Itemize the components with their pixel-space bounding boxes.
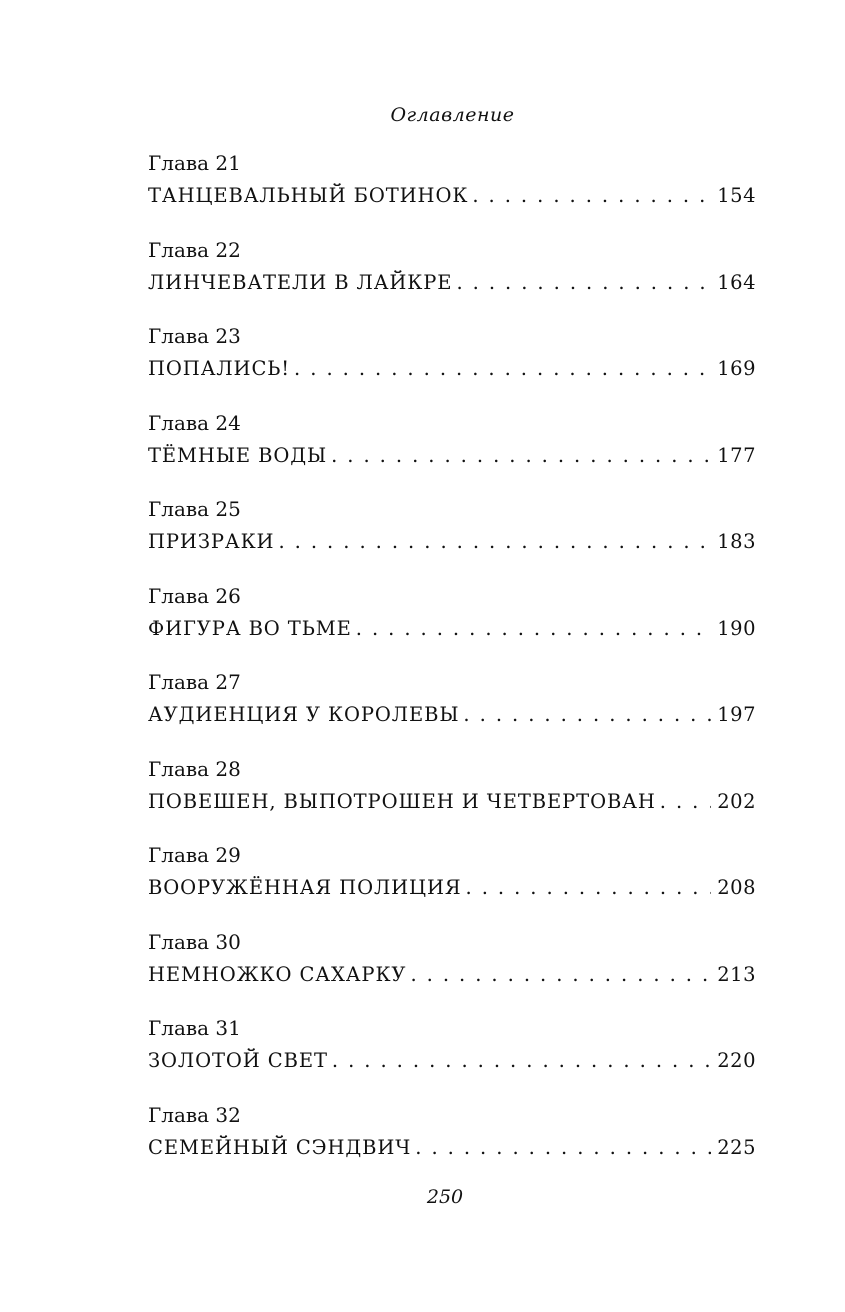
chapter-title: НЕМНОЖКО САХАРКУ: [148, 962, 407, 986]
page-number: 220: [717, 1049, 756, 1072]
chapter-label: Глава 27: [148, 670, 241, 694]
toc-entry: [148, 1015, 756, 1102]
chapter-title: ПРИЗРАКИ: [148, 530, 275, 553]
chapter-label: Глава 21: [148, 151, 241, 175]
dot-leader: [356, 616, 712, 642]
page-number: 169: [717, 357, 756, 380]
chapter-title: СЕМЕЙНЫЙ СЭНДВИЧ: [148, 1135, 412, 1159]
chapter-label: Глава 24: [148, 410, 241, 435]
chapter-label: Глава 28: [148, 756, 241, 781]
dot-leader: [278, 529, 711, 555]
toc-entry: [148, 323, 756, 410]
toc-entry: [148, 929, 756, 1016]
chapter-title: ВООРУЖЁННАЯ ПОЛИЦИЯ: [148, 876, 462, 899]
chapter-label: Глава 32: [148, 1102, 241, 1127]
toc-entry: [148, 410, 756, 497]
chapter-title-line: [148, 616, 756, 642]
toc-entry: [148, 669, 756, 756]
page-number: 197: [717, 703, 756, 726]
dot-leader: [660, 789, 712, 815]
chapter-title-line: [148, 270, 756, 296]
toc-entry: [148, 756, 756, 843]
toc-entry: [148, 237, 756, 324]
dot-leader: [472, 183, 711, 209]
page-number: 202: [717, 789, 756, 813]
page-number: 177: [717, 443, 756, 467]
dot-leader: [410, 962, 711, 988]
page-number: 225: [717, 1135, 756, 1159]
page-number: 154: [717, 184, 756, 207]
chapter-title: ПОПАЛИСЬ!: [148, 357, 291, 380]
chapter-label: Глава 30: [148, 929, 241, 954]
dot-leader: [332, 1048, 711, 1074]
page-number: 183: [717, 530, 756, 553]
chapter-title-line: [148, 702, 756, 728]
chapter-label: Глава 31: [148, 1016, 241, 1040]
dot-leader: [331, 443, 711, 469]
chapter-title: ТЁМНЫЕ ВОДЫ: [148, 443, 328, 467]
chapter-title-line: [148, 443, 756, 469]
page-number: 208: [717, 876, 756, 899]
chapter-title-line: [148, 1048, 756, 1074]
dot-leader: [466, 875, 712, 901]
chapter-title: ПОВЕШЕН, ВЫПОТРОШЕН И ЧЕТВЕРТОВАН: [148, 789, 656, 813]
toc-entry: [148, 583, 756, 670]
toc-entry: [148, 1102, 756, 1189]
chapter-title: ЗОЛОТОЙ СВЕТ: [148, 1049, 328, 1072]
dot-leader: [294, 356, 711, 382]
dot-leader: [456, 270, 711, 296]
page-number: 213: [717, 962, 756, 986]
chapter-title-line: [148, 789, 756, 815]
toc-entry: [148, 842, 756, 929]
page-number-footer: 250: [426, 1186, 464, 1208]
chapter-label: Глава 22: [148, 237, 241, 262]
chapter-title: ТАНЦЕВАЛЬНЫЙ БОТИНОК: [148, 184, 469, 207]
running-head: Оглавление: [390, 104, 515, 126]
chapter-title-line: [148, 356, 756, 382]
dot-leader: [463, 702, 711, 728]
dot-leader: [415, 1135, 711, 1161]
chapter-label: Глава 25: [148, 497, 241, 521]
chapter-title-line: [148, 183, 756, 209]
toc-entry: [148, 150, 756, 237]
chapter-label: Глава 23: [148, 324, 241, 348]
chapter-label: Глава 29: [148, 843, 241, 867]
toc-entry: [148, 496, 756, 583]
page-number: 164: [717, 270, 756, 294]
chapter-title-line: [148, 1135, 756, 1161]
chapter-label: Глава 26: [148, 583, 241, 608]
table-of-contents: [148, 150, 756, 1188]
chapter-title-line: [148, 875, 756, 901]
chapter-title: ЛИНЧЕВАТЕЛИ В ЛАЙКРЕ: [148, 270, 453, 294]
page-number: 190: [717, 616, 756, 640]
chapter-title: АУДИЕНЦИЯ У КОРОЛЕВЫ: [148, 703, 460, 726]
chapter-title: ФИГУРА ВО ТЬМЕ: [148, 616, 352, 640]
chapter-title-line: [148, 962, 756, 988]
chapter-title-line: [148, 529, 756, 555]
